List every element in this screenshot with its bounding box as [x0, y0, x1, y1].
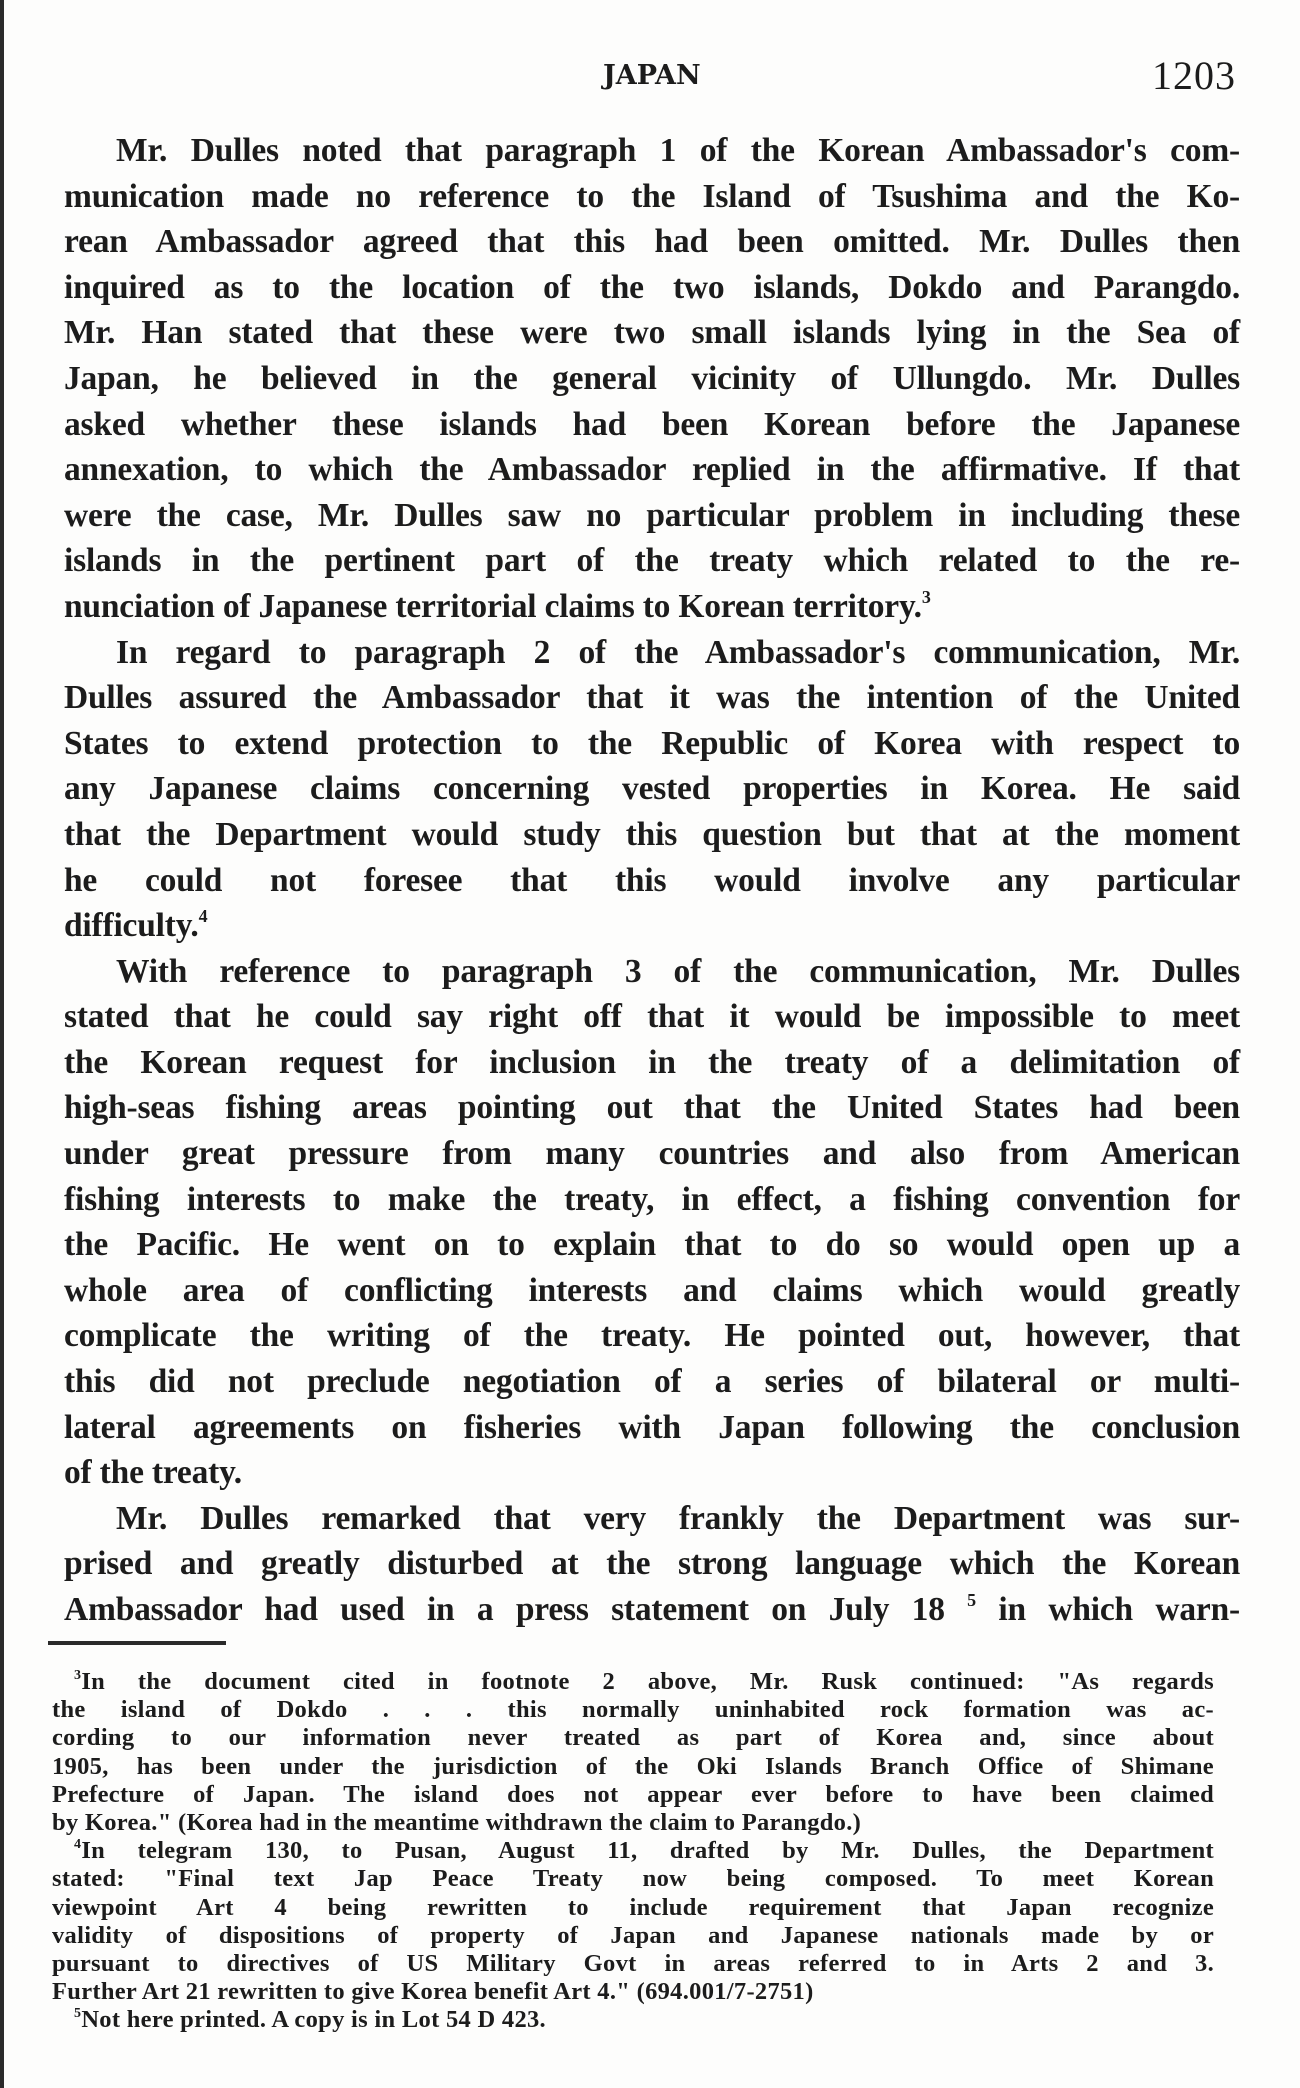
footnote-3: [52, 1668, 1214, 1837]
footnote-marker: 4: [74, 1837, 82, 1853]
text-line: Japan, he believed in the general vicinity of Ullungdo. Mr. Dulles: [64, 359, 1240, 397]
running-head-title: JAPAN: [603, 60, 701, 91]
text-line: [64, 1587, 1240, 1633]
text-line: annexation, to which the Ambassador replied in the affirmative. If that: [64, 451, 1240, 489]
footnote-line: Prefecture of Japan. The island does not appear ever before to have been claimed: [52, 1780, 1214, 1808]
footnote-line-content: In the document cited in footnote 2 above, Mr. Rusk continued: "As regards: [81, 1668, 1214, 1695]
paragraph: [64, 949, 1240, 1496]
text-line: Mr. Han stated that these were two small islands lying in the Sea of: [64, 314, 1240, 352]
footnote-ref-4[interactable]: 4: [198, 906, 208, 927]
paragraph: [64, 630, 1240, 949]
footnote-marker: 3: [74, 1668, 82, 1683]
text-line: In regard to paragraph 2 of the Ambassador's communication, Mr.: [116, 633, 1240, 671]
text-line: any Japanese claims concerning vested properties in Korea. He said: [64, 770, 1240, 808]
footnote-4: [52, 1837, 1214, 2006]
text-line: that the Department would study this question but that at the moment: [64, 815, 1240, 853]
footnote-ref-5[interactable]: 5: [967, 1590, 976, 1610]
text-line: prised and greatly disturbed at the strong language which the Korean: [64, 1545, 1240, 1583]
footnote-marker: 5: [74, 2006, 82, 2022]
footnote-line: viewpoint Art 4 being rewritten to include requirement that Japan recognize: [52, 1893, 1214, 1921]
text-line-content: nunciation of Japanese territorial claims to Korean territory.: [64, 587, 922, 625]
paragraph: [64, 1496, 1240, 1633]
footnote-line: cording to our information never treated as part of Korea and, since about: [52, 1724, 1214, 1752]
footnote-line: [52, 1668, 1214, 1696]
text-line: the Pacific. He went on to explain that to do so would open up a: [64, 1226, 1240, 1264]
text-line: the Korean request for inclusion in the treaty of a delimitation of: [64, 1043, 1240, 1081]
footnote-line: 1905, has been under the jurisdiction of the Oki Islands Branch Office of Shimane: [52, 1752, 1214, 1780]
text-line-content: Ambassador had used in a press statement on July 18: [64, 1591, 945, 1628]
text-line: Dulles assured the Ambassador that it was the intention of the United: [64, 679, 1240, 717]
text-line: islands in the pertinent part of the treaty which related to the re-: [64, 542, 1240, 580]
text-line: under great pressure from many countries and also from American: [64, 1135, 1240, 1173]
text-line: [64, 903, 1240, 949]
page-number: 1203: [1152, 53, 1236, 98]
footnote-line: Further Art 21 rewritten to give Korea benefit Art 4." (694.001/7-2751): [52, 1978, 814, 2006]
text-line: fishing interests to make the treaty, in effect, a fishing convention for: [64, 1180, 1240, 1218]
body-text: [64, 128, 1240, 1633]
text-line: whole area of conflicting interests and claims which would greatly: [64, 1271, 1240, 1309]
footnote-line-content: In telegram 130, to Pusan, August 11, drafted by Mr. Dulles, the Department: [81, 1837, 1214, 1865]
text-line: Mr. Dulles remarked that very frankly the Department was sur-: [116, 1499, 1240, 1537]
text-line: asked whether these islands had been Korean before the Japanese: [64, 405, 1240, 443]
footnote-separator: [48, 1641, 226, 1645]
footnotes: [52, 1668, 1214, 2034]
text-line: high-seas fishing areas pointing out that the United States had been: [64, 1089, 1240, 1127]
text-line: lateral agreements on fisheries with Japan following the conclusion: [64, 1408, 1240, 1446]
footnote-ref-3[interactable]: 3: [921, 586, 931, 607]
text-line: stated that he could say right off that it would be impossible to meet: [64, 998, 1240, 1036]
text-line: were the case, Mr. Dulles saw no particular problem in including these: [64, 496, 1240, 534]
text-line: of the treaty.: [64, 1454, 242, 1492]
footnote-line: pursuant to directives of US Military Govt in areas referred to in Arts 2 and 3.: [52, 1949, 1214, 1977]
paragraph: [64, 128, 1240, 630]
text-line: Mr. Dulles noted that paragraph 1 of the Korean Ambassador's com-: [116, 132, 1240, 169]
page-left-border: [0, 0, 4, 2088]
text-line: rean Ambassador agreed that this had been omitted. Mr. Dulles then: [64, 223, 1240, 261]
footnote-line: stated: "Final text Jap Peace Treaty now being composed. To meet Korean: [52, 1865, 1214, 1893]
text-line: complicate the writing of the treaty. He pointed out, however, that: [64, 1317, 1240, 1355]
footnote-line-content: Not here printed. A copy is in Lot 54 D 423.: [81, 2006, 546, 2034]
text-line-content: difficulty.: [64, 907, 199, 945]
text-line-content: in which warn-: [998, 1591, 1240, 1628]
text-line: inquired as to the location of the two islands, Dokdo and Parangdo.: [64, 268, 1240, 306]
footnote-line: [52, 1837, 1214, 1865]
text-line: [64, 584, 1240, 630]
footnote-line: by Korea." (Korea had in the meantime withdrawn the claim to Parangdo.): [52, 1808, 862, 1836]
footnote-line: [52, 2006, 1214, 2034]
text-line: this did not preclude negotiation of a series of bilateral or multi-: [64, 1363, 1240, 1401]
footnote-line: the island of Dokdo . . . this normally uninhabited rock formation was ac-: [52, 1696, 1214, 1724]
text-line: States to extend protection to the Republic of Korea with respect to: [64, 724, 1240, 762]
text-line: munication made no reference to the Island of Tsushima and the Ko-: [64, 177, 1240, 215]
footnote-5: [52, 2006, 1214, 2034]
footnote-line: validity of dispositions of property of Japan and Japanese nationals made by or: [52, 1921, 1214, 1949]
text-line: With reference to paragraph 3 of the communication, Mr. Dulles: [116, 952, 1240, 990]
text-line: he could not foresee that this would involve any particular: [64, 861, 1240, 899]
